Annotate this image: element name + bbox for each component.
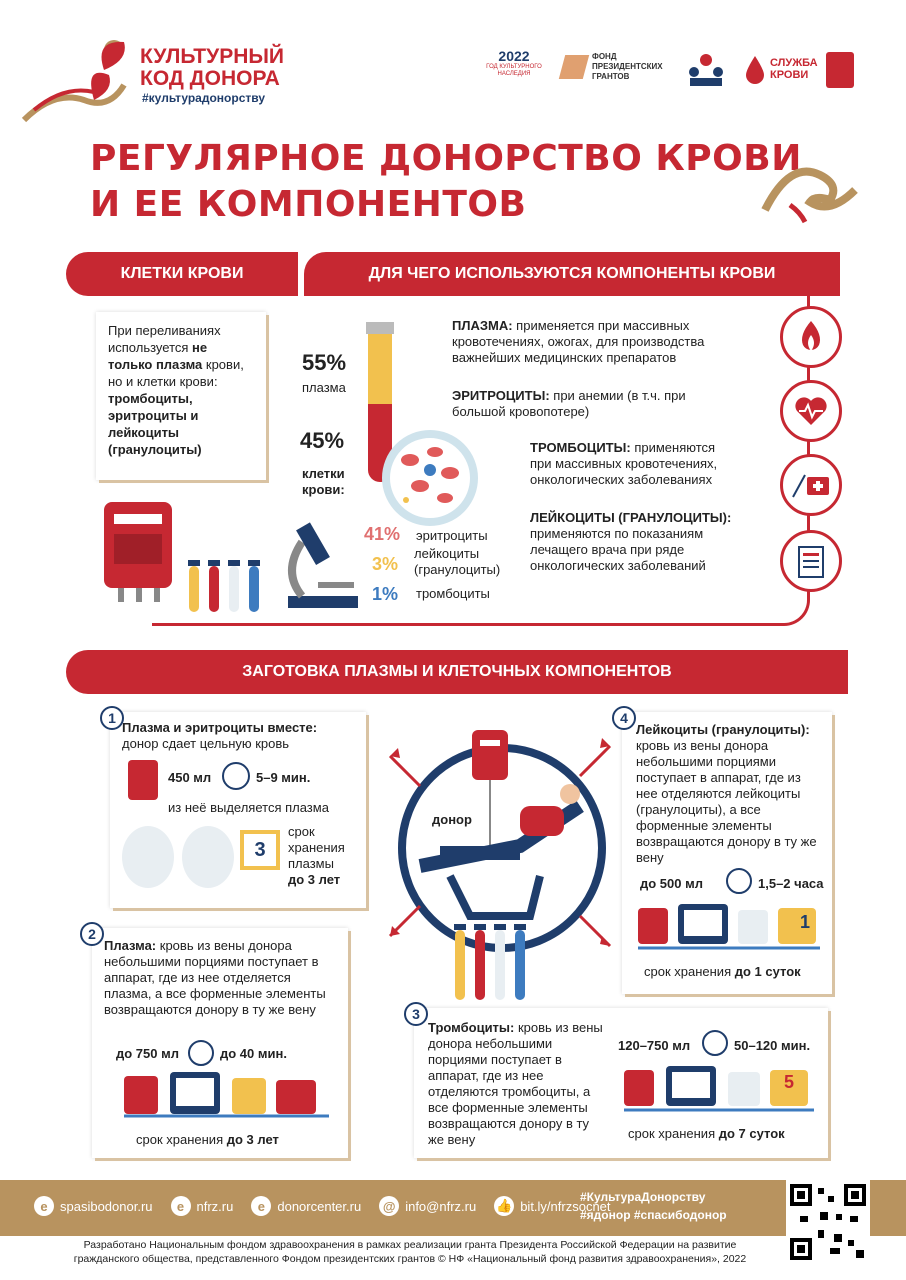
step1-storage: срок хранения плазмы до 3 лет	[288, 824, 345, 887]
step2-storage: срок хранения до 3 лет	[136, 1132, 279, 1147]
plasma-pct: 55%	[302, 350, 347, 375]
fund-logo-icon	[559, 55, 589, 79]
first-aid-icon	[780, 454, 842, 516]
step1-time: 5–9 мин.	[256, 770, 311, 785]
web-icon: e	[171, 1196, 191, 1216]
step4-clock-icon	[726, 868, 752, 894]
blood-bag-icon	[102, 500, 174, 609]
tubes-row-icon	[186, 560, 266, 621]
sluzhba-logo: СЛУЖБА КРОВИ	[744, 54, 818, 84]
step3-card: Тромбоциты: кровь из вены донора небольшими порциями поступает в аппарат, где из нее отделяются тромбоциты, а все форменные элементы возвращаются донору в ту же вену 120–750 мл 50–120 мин. 5 срок хранения до 7 суток	[414, 1008, 828, 1158]
step4-number: 4	[612, 706, 636, 730]
step3-number: 3	[404, 1002, 428, 1026]
rbc-label: эритроциты	[416, 528, 488, 543]
web-icon: e	[251, 1196, 271, 1216]
footer-hashtags: #КультураДонорству #ядонор #спасибодонор	[580, 1190, 727, 1222]
step3-time: 50–120 мин.	[734, 1038, 811, 1053]
step1-number: 1	[100, 706, 124, 730]
medical-chart-icon	[780, 530, 842, 592]
link-donorcenter[interactable]: e donorcenter.ru	[251, 1196, 361, 1216]
step2-card: Плазма: кровь из вены донора небольшими порциями поступает в аппарат, где из нее отделяется плазма, а все форменные элементы возвращаются донору в ту же вену до 750 мл до 40 мин. срок хранения до 3 лет	[92, 928, 348, 1158]
step2-volume: до 750 мл	[116, 1046, 179, 1061]
logo-mark	[14, 30, 134, 130]
wbc-label: лейкоциты (гранулоциты)	[414, 546, 501, 577]
cells-label: клетки крови:	[302, 466, 345, 497]
link-social[interactable]: 👍 bit.ly/nfrzsocnet	[494, 1196, 610, 1216]
flask-icon	[122, 826, 174, 888]
center-logo-icon	[826, 52, 854, 88]
wbc-pct: 3%	[372, 554, 399, 574]
step2-clock-icon	[188, 1040, 214, 1066]
email-icon: @	[379, 1196, 399, 1216]
use-leukocytes: ЛЕЙКОЦИТЫ (ГРАНУЛОЦИТЫ): применяются по показаниям лечащего врача при ряде онкологических заболеваний	[530, 510, 732, 573]
web-icon: e	[34, 1196, 54, 1216]
use-platelets: ТРОМБОЦИТЫ: применяются при массивных кровотечениях, онкологических заболеваниях	[530, 440, 718, 487]
step1-calendar-icon: 3	[240, 830, 280, 870]
step3-clock-icon	[702, 1030, 728, 1056]
blood-cells-magnified	[382, 430, 478, 526]
link-spasibodonor[interactable]: e spasibodonor.ru	[34, 1196, 153, 1216]
link-nfrz[interactable]: e nfrz.ru	[171, 1196, 234, 1216]
step4-card: Лейкоциты (гранулоциты): кровь из вены донора небольшими порциями поступает в аппарат, где из нее отделяются лейкоциты (гранулоциты), а все форменные элементы возвращаются донору в ту же вену до 500 мл 1,5–2 часа 1 срок хранения до 1 суток	[622, 712, 832, 994]
step3-calendar-num: 5	[784, 1072, 795, 1092]
step4-calendar-num: 1	[800, 912, 811, 932]
step2-time: до 40 мин.	[220, 1046, 287, 1061]
step2-equipment-icon	[124, 1072, 334, 1127]
cells-pct: 45%	[300, 428, 345, 453]
plasma-label: плазма	[302, 380, 346, 395]
step1-card: Плазма и эритроциты вместе: донор сдает цельную кровь 450 мл 5–9 мин. из неё выделяется плазма 3 срок хранения плазмы до 3 лет	[110, 712, 366, 908]
blood-drop-icon	[744, 54, 766, 84]
banner-collection: ЗАГОТОВКА ПЛАЗМЫ И КЛЕТОЧНЫХ КОМПОНЕНТОВ	[66, 650, 848, 694]
step1-sub: из неё выделяется плазма	[168, 800, 329, 815]
rbc-pct: 41%	[364, 524, 401, 544]
center-tubes-icon	[452, 924, 532, 1009]
step4-time: 1,5–2 часа	[758, 876, 824, 891]
footer-credit: Разработано Национальным фондом здравоохранения в рамках реализации гранта Президента Российской Федерации на развитие гражданского общества, представленного Фондом президентских грантов © НФ «Национальный фонд развития здравоохранения», 2022	[73, 1239, 747, 1265]
plt-label: тромбоциты	[416, 586, 490, 601]
use-rbc: ЭРИТРОЦИТЫ: при анемии (в т.ч. при большой кровопотере)	[452, 388, 686, 419]
step2-number: 2	[80, 922, 104, 946]
step1-clock-icon	[222, 762, 250, 790]
fire-icon	[780, 306, 842, 368]
step1-bag-icon	[128, 760, 158, 800]
children-logo-icon	[684, 52, 728, 97]
step1-volume: 450 мл	[168, 770, 212, 785]
banner-blood-cells: КЛЕТКИ КРОВИ	[66, 252, 298, 296]
plt-pct: 1%	[372, 584, 399, 604]
step3-volume: 120–750 мл	[618, 1038, 691, 1053]
step3-storage: срок хранения до 7 суток	[628, 1126, 785, 1141]
brand-hashtag: #культурадонорству	[142, 91, 265, 105]
year-logo: 2022 ГОД КУЛЬТУРНОГО НАСЛЕДИЯ	[486, 48, 542, 77]
step4-volume: до 500 мл	[640, 876, 703, 891]
lab-worker-icon	[182, 826, 234, 888]
banner-components-use: ДЛЯ ЧЕГО ИСПОЛЬЗУЮТСЯ КОМПОНЕНТЫ КРОВИ	[304, 252, 840, 296]
info-box: При переливаниях используется не только плазма крови, но и клетки крови: тромбоциты, эритроциты и лейкоциты (гранулоциты)	[96, 312, 266, 480]
heart-icon	[780, 380, 842, 442]
footer-links	[34, 1196, 611, 1216]
page-title: РЕГУЛЯРНОЕ ДОНОРСТВО КРОВИ И ЕЕ КОМПОНЕНТОВ	[90, 138, 802, 225]
fund-logo: ФОНД ПРЕЗИДЕНТСКИХ ГРАНТОВ	[562, 52, 663, 82]
use-plasma: ПЛАЗМА: применяется при массивных кровотечениях, ожогах, для производства важнейших медицинских препаратов	[452, 318, 705, 365]
ornament-icon	[760, 150, 860, 230]
step4-storage: срок хранения до 1 суток	[644, 964, 801, 979]
brand-title: КУЛЬТУРНЫЙ КОД ДОНОРА	[140, 45, 285, 90]
microscope-icon	[282, 512, 362, 617]
thumbs-up-icon: 👍	[494, 1196, 514, 1216]
donor-label: донор	[432, 812, 472, 827]
link-email[interactable]: @ info@nfrz.ru	[379, 1196, 476, 1216]
step4-equipment-icon	[638, 904, 822, 959]
